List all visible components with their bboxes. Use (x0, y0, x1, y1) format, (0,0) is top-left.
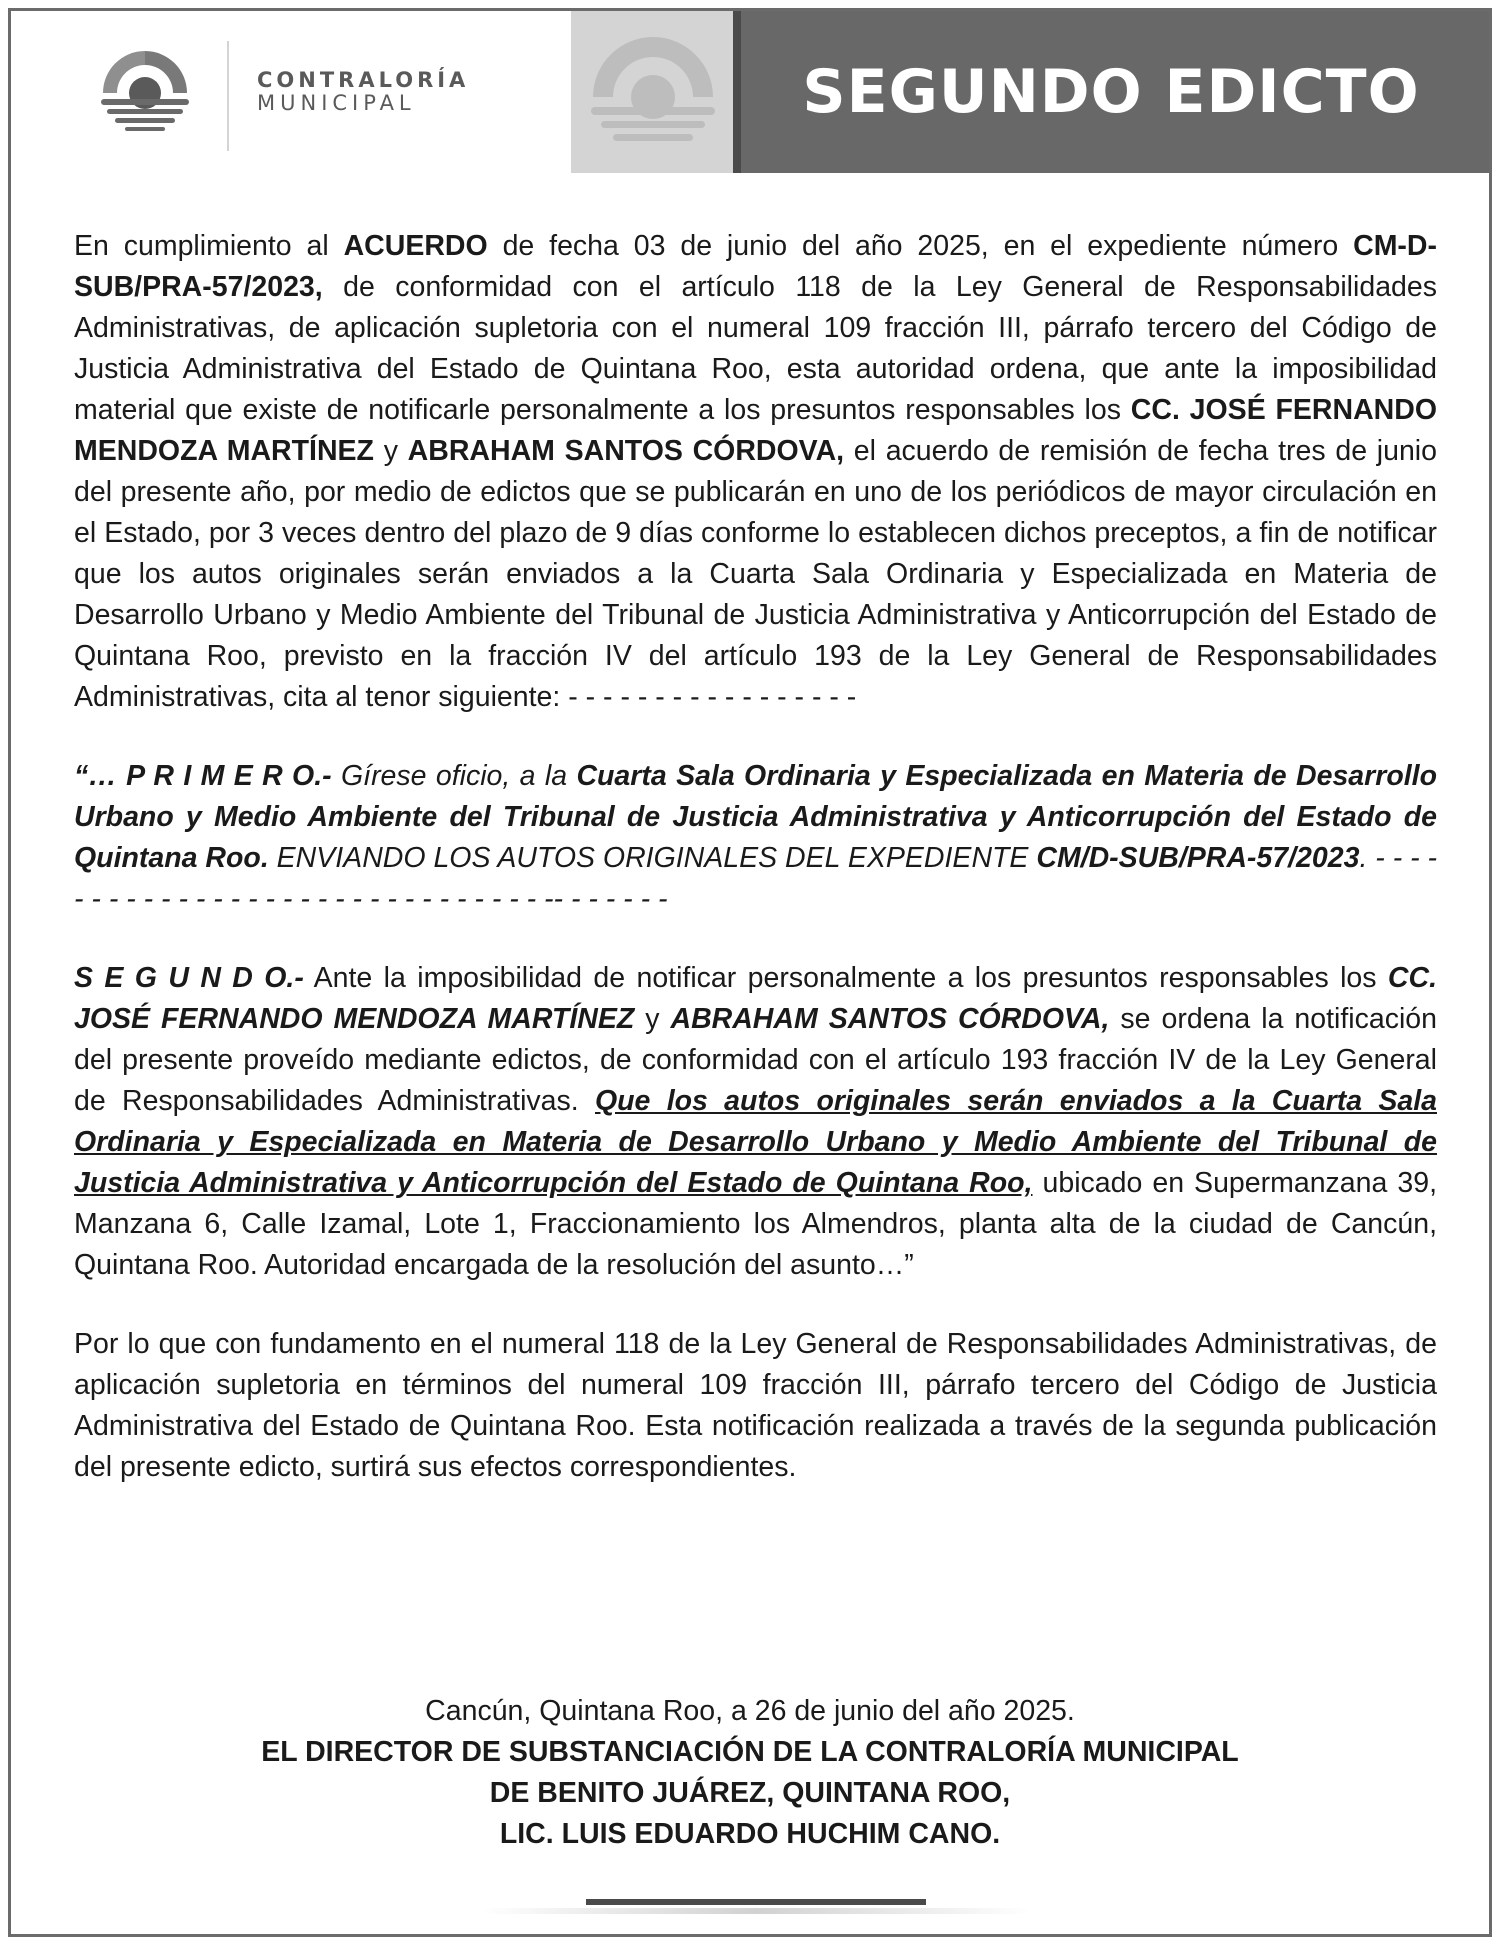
text: de conformidad con el artículo 118 de la Ley General de Responsabilidades Administrativas, de aplicación supletoria con el numeral 109 fracción III, párrafo tercero del Código de Justicia Administrativa del Estado de Quintana Roo, esta autoridad ordena, que ante la imposibilidad material que existe de notificarle personalmente a los presuntos responsables los (74, 271, 1437, 426)
document-title: SEGUNDO EDICTO (802, 57, 1420, 127)
signer-title-line1: EL DIRECTOR DE SUBSTANCIACIÓN DE LA CONTRALORÍA MUNICIPAL (261, 1736, 1239, 1768)
text: ubicado en Supermanzana 39, Manzana 6, Calle Izamal, Lote 1, Fraccionamiento los Almendros, planta alta de la ciudad de Cancún, Quintana Roo. Autoridad encargada de la resolución del asunto…” (74, 1167, 1437, 1281)
case-number: CM-D-SUB/PRA-57/2023, (74, 230, 1437, 303)
paragraph-segundo (74, 958, 1437, 1286)
text: se ordena la notificación del presente proveído mediante edictos, de conformidad con el artículo 193 fracción IV de la Ley General de Responsabilidades Administrativas. (74, 1003, 1437, 1117)
text-bold: ACUERDO (343, 230, 488, 262)
org-name-line2: MUNICIPAL (257, 91, 416, 116)
paragraph-primero (74, 756, 1437, 920)
section-label: S E G U N D O.- (74, 962, 304, 994)
paragraph-closing: Por lo que con fundamento en el numeral 118 de la Ley General de Responsabilidades Administrativas, de aplicación supletoria en términos del numeral 109 fracción III, párrafo tercero del Código de Justicia Administrativa del Estado de Quintana Roo. Esta notificación realizada a través de la segunda publicación del presente edicto, surtirá sus efectos correspondientes. (74, 1328, 1437, 1483)
person-name: ABRAHAM SANTOS CÓRDOVA, (670, 1003, 1110, 1035)
logo-divider (227, 41, 229, 151)
edict-frame (8, 8, 1492, 1937)
paragraph-intro (74, 226, 1437, 718)
edict-body (74, 226, 1437, 1526)
person-name: CC. JOSÉ FERNANDO MENDOZA MARTÍNEZ (74, 962, 1437, 1035)
text: ENVIANDO LOS AUTOS ORIGINALES DEL EXPEDIENTE (268, 842, 1037, 874)
signature-block (11, 1691, 1489, 1855)
court-name-underlined: Que los autos originales serán enviados a la Cuarta Sala Ordinaria y Especializada en Materia de Desarrollo Urbano y Medio Ambiente del Tribunal de Justicia Administrativa y Anticorrupción del Estado de Quintana Roo, (74, 1085, 1437, 1199)
footer-shadow (481, 1908, 1031, 1914)
text: el acuerdo de remisión de fecha tres de junio del presente año, por medio de edictos que se publicarán en uno de los periódicos de mayor circulación en el Estado, por 3 veces dentro del plazo de 9 días conforme lo establecen dichos preceptos, a fin de notificar que los autos originales serán enviados a la Cuarta Sala Ordinaria y Especializada en Materia de Desarrollo Urbano y Medio Ambiente del Tribunal de Justicia Administrativa y Anticorrupción del Estado de Quintana Roo, previsto en la fracción IV del artículo 193 de la Ley General de Responsabilidades Administrativas, cita al tenor siguiente: - - - - - - - - - - - - - - - - - (74, 435, 1437, 713)
text: . - - - - - - - - - - - - - - - - - - - - - - - - - - - - - - - -- - - - - - - (74, 842, 1438, 915)
footer-rule (586, 1899, 926, 1905)
contraloria-logo-icon (95, 43, 195, 143)
court-name: Cuarta Sala Ordinaria y Especializada en Materia de Desarrollo Urbano y Medio Ambiente del Tribunal de Justicia Administrativa y Anticorrupción del Estado de Quintana Roo. (74, 760, 1437, 874)
text: Gírese oficio, a la (331, 760, 577, 792)
section-label: “… P R I M E R O.- (74, 760, 332, 792)
org-name-line1: CONTRALORÍA (257, 68, 470, 92)
text: y (373, 435, 408, 467)
text: y (634, 1003, 671, 1035)
signer-name: LIC. LUIS EDUARDO HUCHIM CANO. (499, 1818, 1001, 1850)
signer-title-line2: DE BENITO JUÁREZ, QUINTANA ROO, (489, 1777, 1011, 1809)
person-name: CC. JOSÉ FERNANDO MENDOZA MARTÍNEZ (74, 394, 1437, 467)
text: En cumplimiento al (74, 230, 344, 262)
org-name (257, 69, 469, 115)
header (11, 11, 1489, 173)
person-name: ABRAHAM SANTOS CÓRDOVA, (407, 435, 845, 467)
title-bar (733, 11, 1489, 173)
text: de fecha 03 de junio del año 2025, en el expediente número (487, 230, 1354, 262)
text: Ante la imposibilidad de notificar personalmente a los presuntos responsables los (303, 962, 1388, 994)
case-number: CM/D-SUB/PRA-57/2023 (1036, 842, 1360, 874)
place-date: Cancún, Quintana Roo, a 26 de junio del año 2025. (425, 1695, 1075, 1727)
logo-watermark (571, 11, 733, 173)
logo-area (11, 11, 571, 173)
watermark-logo-icon (583, 27, 723, 167)
